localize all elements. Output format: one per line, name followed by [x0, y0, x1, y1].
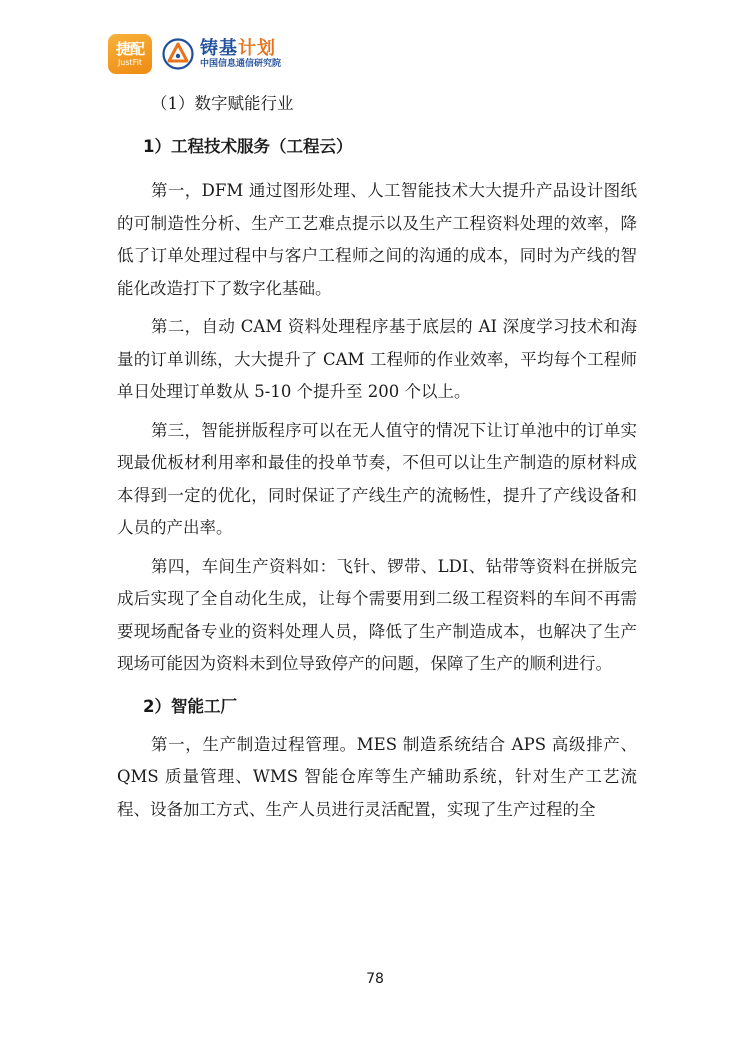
paragraph-3: 第三，智能拼版程序可以在无人值守的情况下让订单池中的订单实现最优板材利用率和最佳的投单节奏，不但可以让生产制造的原材料成本得到一定的优化，同时保证了产线生产的流畅性，提升了产线设备和人员的产出率。 — [117, 420, 637, 537]
justfit-logo-en: JustFit — [117, 58, 143, 67]
justfit-logo — [108, 34, 152, 74]
subsection-heading-1: 1）工程技术服务（工程云） — [143, 137, 353, 156]
zhuji-plan-logo — [162, 38, 281, 70]
paragraph-5: 第一，生产制造过程管理。MES 制造系统结合 APS 高级排产、QMS 质量管理、WMS 智能仓库等生产辅助系统，针对生产工艺流程、设备加工方式、生产人员进行灵活配置，实现了生产过程的全 — [117, 734, 637, 819]
zhuji-logo-main: 铸基 — [200, 38, 238, 59]
zhuji-triangle-icon — [162, 38, 194, 70]
zhuji-logo-subtitle: 中国信息通信研究院 — [200, 59, 282, 69]
section-title: （1）数字赋能行业 — [151, 94, 294, 113]
document-body — [117, 92, 637, 832]
justfit-logo-cn: 捷配 — [115, 40, 144, 58]
zhuji-logo-title — [200, 38, 281, 59]
page-number: 78 — [366, 971, 384, 987]
paragraph-1: 第一，DFM 通过图形处理、人工智能技术大大提升产品设计图纸的可制造性分析、生产工艺难点提示以及生产工程资料处理的效率，降低了订单处理过程中与客户工程师之间的沟通的成本，同时为产线的智能化改造打下了数字化基础。 — [117, 181, 637, 298]
zhuji-logo-accent: 计划 — [238, 38, 276, 59]
paragraph-2: 第二，自动 CAM 资料处理程序基于底层的 AI 深度学习技术和海量的订单训练，大大提升了 CAM 工程师的作业效率，平均每个工程师单日处理订单数从 5-10 个提升至 200 个以上。 — [117, 317, 637, 401]
page-header — [108, 34, 281, 74]
subsection-heading-2: 2）智能工厂 — [143, 696, 237, 716]
paragraph-4: 第四，车间生产资料如：飞针、锣带、LDI、钻带等资料在拼版完成后实现了全自动化生成，让每个需要用到二级工程资料的车间不再需要现场配备专业的资料处理人员，降低了生产制造成本，也解决了生产现场可能因为资料未到位导致停产的问题，保障了生产的顺利进行。 — [117, 556, 637, 673]
